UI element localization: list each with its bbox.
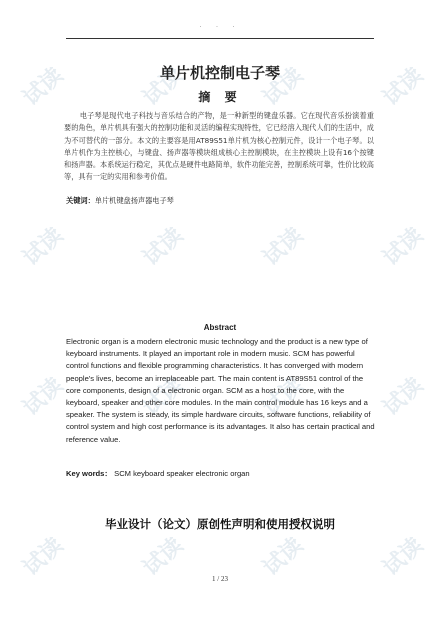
- en-abstract-heading: Abstract: [203, 323, 237, 332]
- watermark: 试读: [378, 62, 429, 112]
- en-keywords: [66, 468, 386, 479]
- cn-abstract-heading: 摘 要: [198, 90, 242, 104]
- watermark: 试读: [138, 62, 189, 112]
- en-abstract-paragraph: Electronic organ is a modern electronic music technology and the product is a new type of keyboard instruments. It played an important role in modern music. SCM has powerful control functions and flexible programming characteristics. It has converged with modern people's lives, become an irreplaceable part. The main content is AT89S51 control of the core components, design of a electronic organ. SCM as a host to the core, with the keyboard, speaker and other core modules. In the main control module has 16 keys and a speaker. The system is steady, its simple hardware circuits, software functions, reliability of control system and high cost performance is its advantages. It also has certain practical and reference value.: [66, 337, 375, 444]
- en-keywords-label: Key words：: [66, 469, 112, 478]
- en-abstract-body: [66, 336, 378, 446]
- watermark: 试读: [378, 532, 429, 582]
- page-number: 1 / 23: [212, 575, 228, 583]
- cn-keywords-value: 单片机键盘扬声器电子琴: [94, 196, 174, 205]
- en-keywords-value: SCM keyboard speaker electronic organ: [114, 469, 250, 478]
- watermark: 试读: [258, 372, 309, 422]
- watermark: 试读: [138, 222, 189, 272]
- watermark: 试读: [138, 532, 189, 582]
- cn-keywords: [66, 196, 376, 206]
- watermark: 试读: [18, 372, 69, 422]
- cn-abstract-paragraph: 电子琴是现代电子科技与音乐结合的产物，是一种新型的键盘乐器。它在现代音乐扮演着重要的角色，单片机具有强大的控制功能和灵活的编程实现特性，它已经溶入现代人们的生活中，成为不可替代的一部分。本文的主要容是用AT89S51单片机为核心控制元件，设计一个电子琴。以单片机作为主控核心，与键盘、扬声器等模块组成核心主控制模块，在主控模块上设有16个按键和扬声器。本系统运行稳定，其优点是硬件电路简单，软件功能完善，控制系统可靠，性价比较高等，具有一定的实用和参考价值。: [64, 111, 374, 182]
- document-title: 单片机控制电子琴: [159, 64, 280, 82]
- watermark: 试读: [18, 532, 69, 582]
- watermark: 试读: [18, 222, 69, 272]
- watermark: 试读: [258, 532, 309, 582]
- watermark: 试读: [138, 372, 189, 422]
- watermark: 试读: [258, 62, 309, 112]
- watermark: 试读: [18, 62, 69, 112]
- watermark: 试读: [258, 222, 309, 272]
- header-dots: . . .: [199, 21, 241, 29]
- cn-keywords-label: 关键词：: [66, 196, 95, 205]
- watermark: 试读: [378, 372, 429, 422]
- cn-abstract-body: [64, 110, 374, 184]
- declaration-title: 毕业设计（论文）原创性声明和使用授权说明: [105, 517, 335, 531]
- header-rule: [66, 38, 374, 39]
- watermark: 试读: [378, 222, 429, 272]
